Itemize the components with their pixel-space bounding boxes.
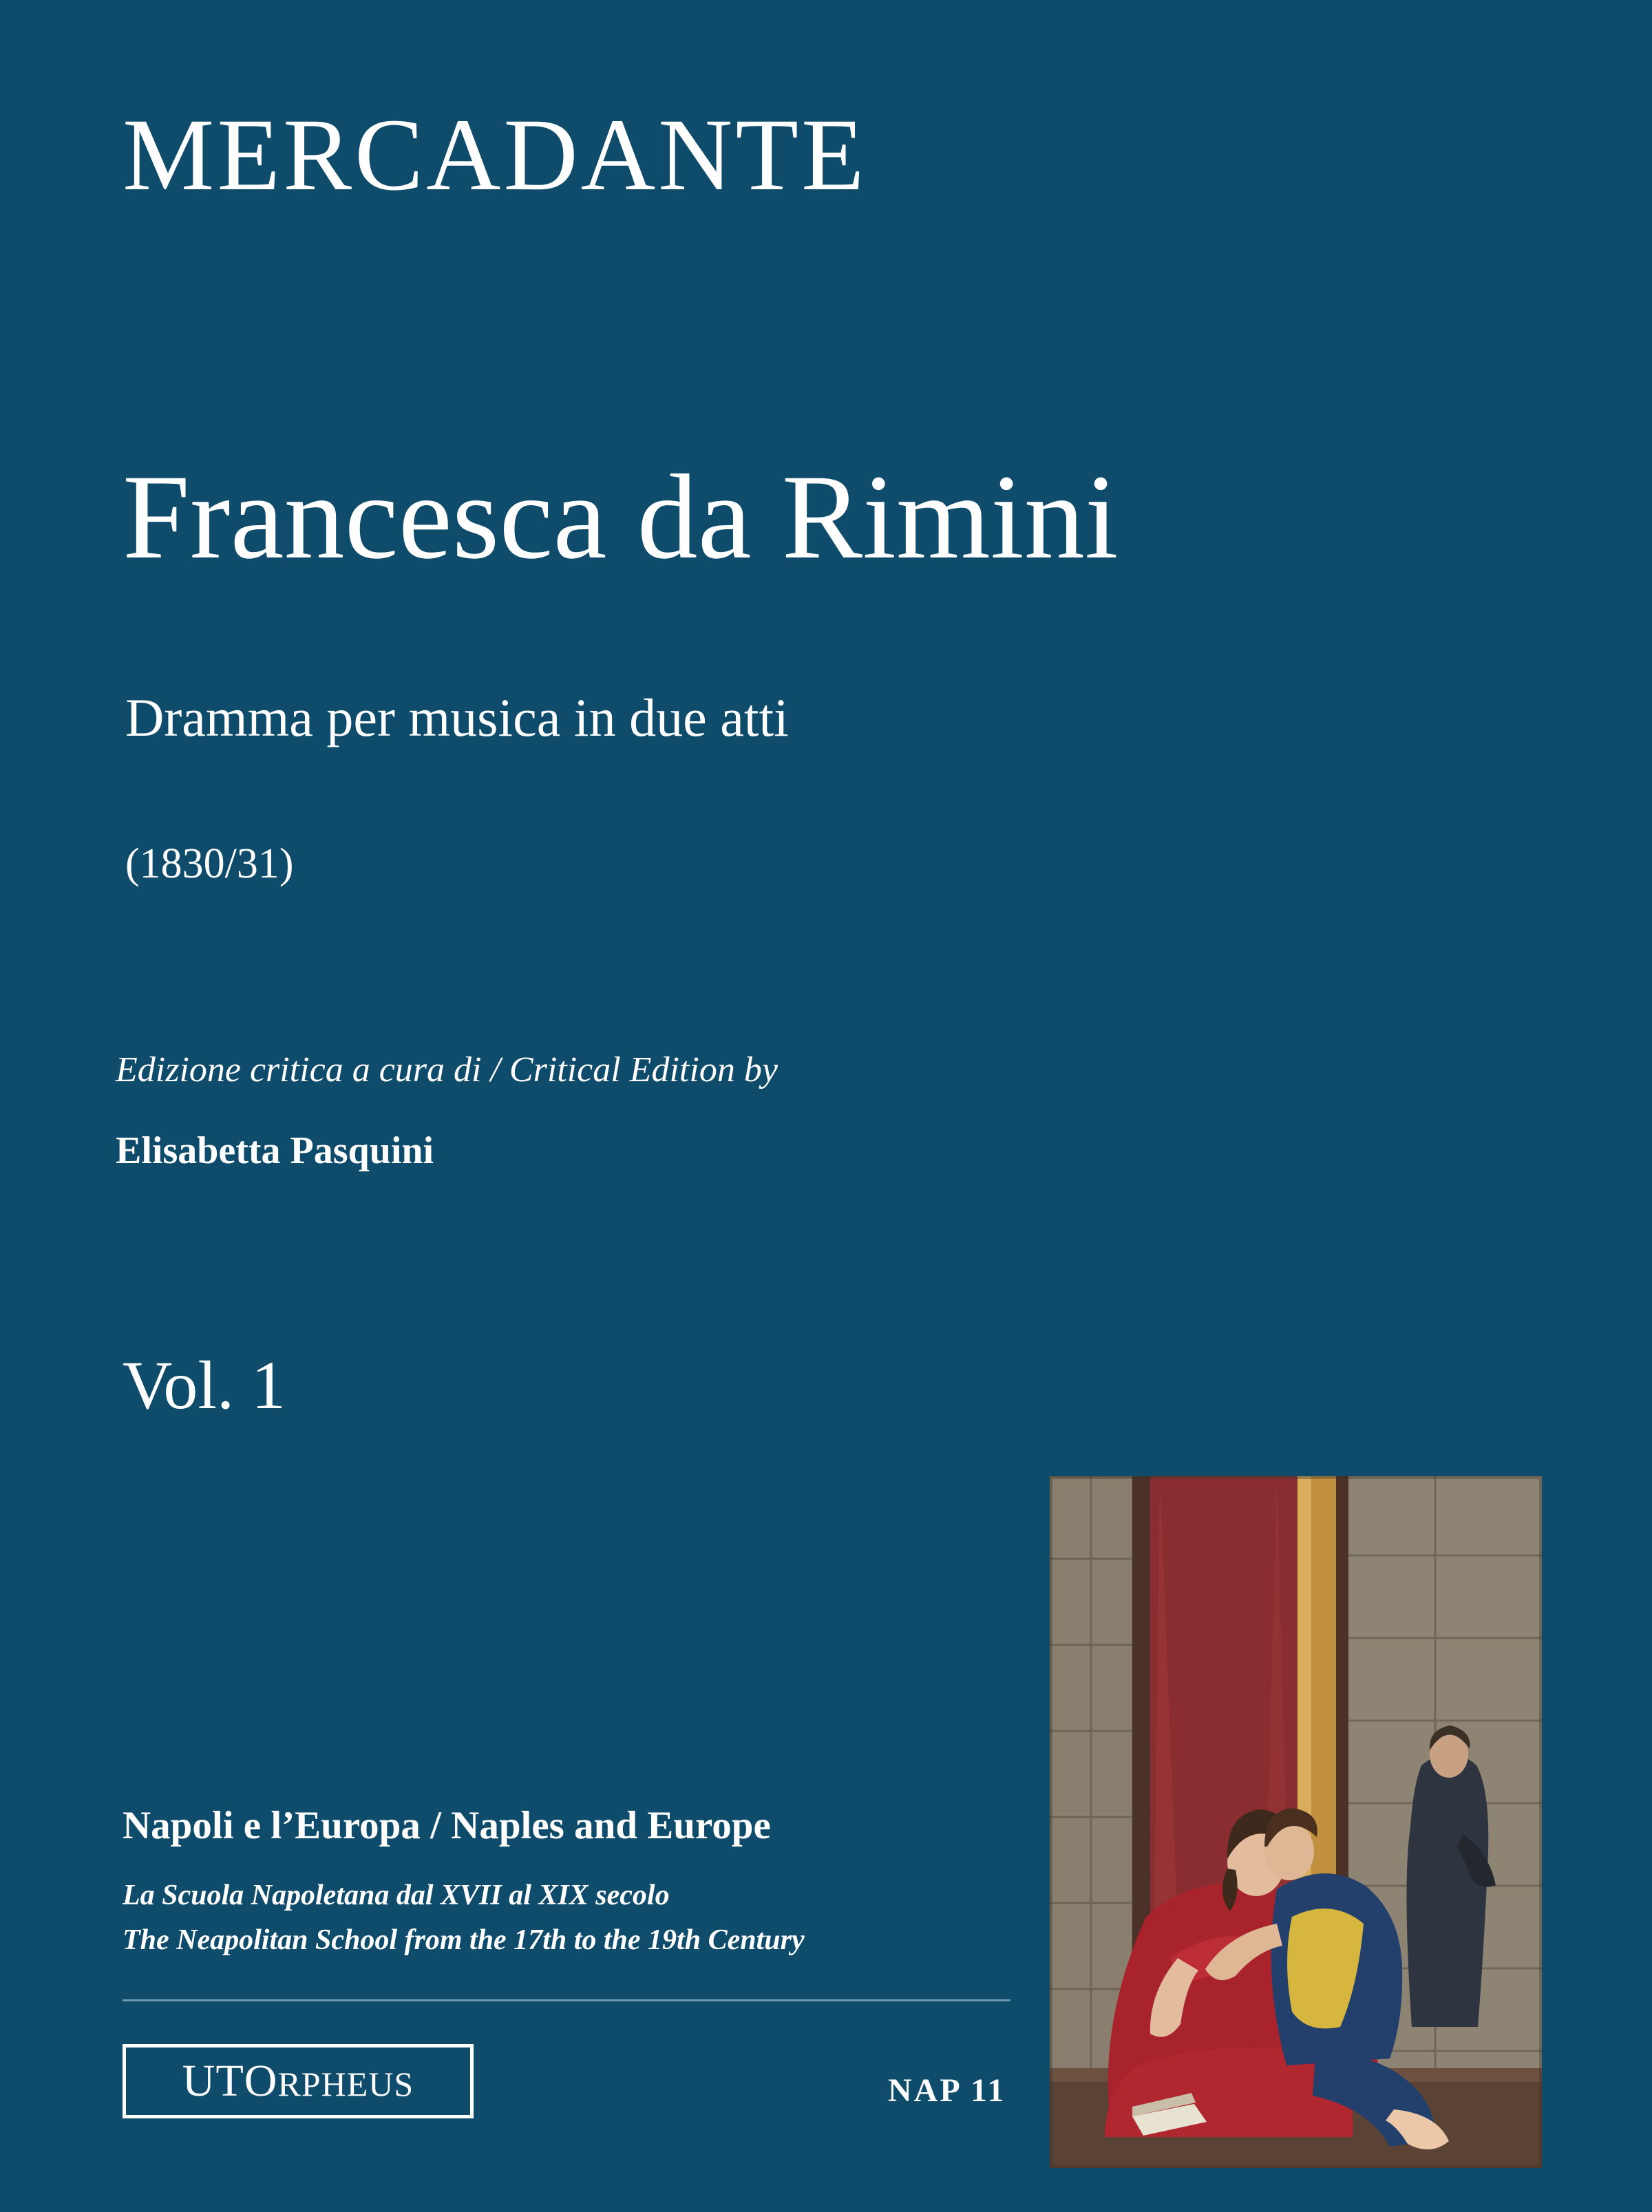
series-subtitle-english: The Neapolitan School from the 17th to the 19th Century — [123, 1924, 805, 1956]
publisher-logo-rpheus: RPHEUS — [277, 2065, 414, 2103]
work-title: Francesca da Rimini — [123, 450, 1119, 584]
volume-number: Vol. 1 — [123, 1347, 286, 1423]
publisher-logo-text — [182, 2055, 414, 2107]
publisher-logo — [123, 2044, 474, 2118]
work-dates: (1830/31) — [125, 840, 294, 887]
cover-artwork-illustration — [1050, 1476, 1542, 2168]
series-subtitle-italian: La Scuola Napoletana dal XVII al XIX secolo — [123, 1880, 670, 1911]
publisher-logo-o: O — [244, 2056, 278, 2106]
catalogue-number: NAP 11 — [888, 2072, 1006, 2109]
editor-credit: Edizione critica a cura di / Critical Edition by — [116, 1050, 778, 1089]
editor-name: Elisabetta Pasquini — [116, 1129, 434, 1172]
series-title: Napoli e l’Europa / Naples and Europe — [123, 1804, 771, 1847]
cover-artwork — [1050, 1476, 1542, 2168]
composer-name: MERCADANTE — [123, 98, 867, 212]
work-subtitle: Dramma per musica in due atti — [125, 688, 789, 747]
divider — [123, 1999, 1010, 2001]
publisher-logo-ut: UT — [182, 2056, 244, 2106]
